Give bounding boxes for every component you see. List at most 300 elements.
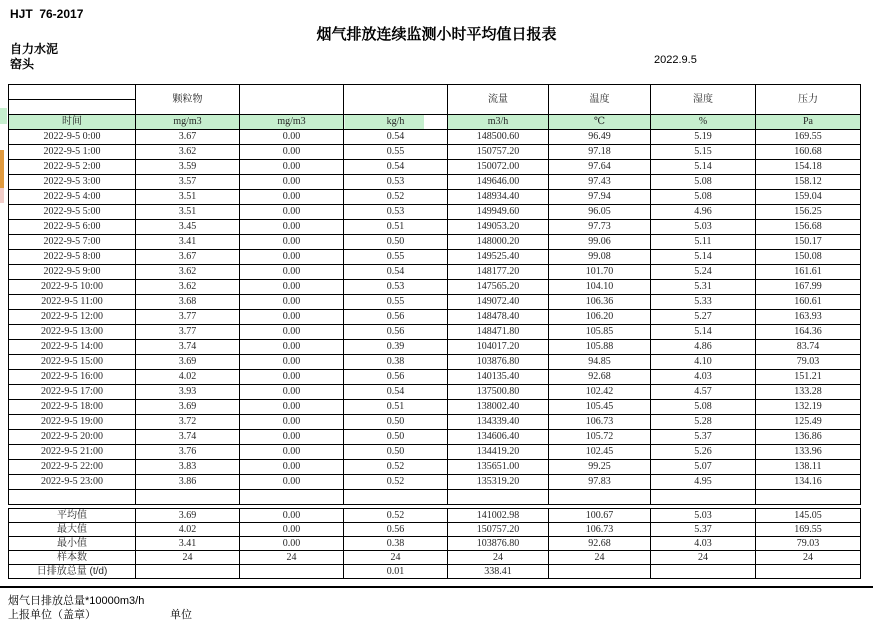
value-cell: 150757.20 bbox=[448, 145, 549, 160]
summary-value-cell: 24 bbox=[448, 551, 549, 565]
time-cell: 2022-9-5 12:00 bbox=[9, 310, 136, 325]
table-row bbox=[9, 205, 861, 220]
value-cell: 3.57 bbox=[136, 175, 240, 190]
value-cell: 3.74 bbox=[136, 430, 240, 445]
value-cell: 149646.00 bbox=[448, 175, 549, 190]
table-row bbox=[9, 475, 861, 490]
summary-value-cell: 0.00 bbox=[240, 509, 344, 523]
value-cell: 160.61 bbox=[756, 295, 861, 310]
table-row bbox=[9, 415, 861, 430]
time-cell: 2022-9-5 22:00 bbox=[9, 460, 136, 475]
value-cell: 0.51 bbox=[344, 220, 448, 235]
value-cell: 0.52 bbox=[344, 460, 448, 475]
value-cell: 4.10 bbox=[651, 355, 756, 370]
value-cell: 150.08 bbox=[756, 250, 861, 265]
time-cell: 2022-9-5 16:00 bbox=[9, 370, 136, 385]
col-header-humidity: 湿度 bbox=[651, 85, 756, 115]
unit-row bbox=[9, 115, 861, 130]
value-cell: 0.50 bbox=[344, 445, 448, 460]
value-cell: 164.36 bbox=[756, 325, 861, 340]
summary-value-cell bbox=[549, 565, 651, 579]
value-cell: 3.62 bbox=[136, 265, 240, 280]
value-cell: 138002.40 bbox=[448, 400, 549, 415]
table-row bbox=[9, 430, 861, 445]
value-cell: 5.33 bbox=[651, 295, 756, 310]
value-cell: 4.03 bbox=[651, 370, 756, 385]
value-cell: 79.03 bbox=[756, 355, 861, 370]
value-cell: 101.70 bbox=[549, 265, 651, 280]
spacer-cell bbox=[448, 490, 549, 505]
value-cell: 134419.20 bbox=[448, 445, 549, 460]
value-cell: 0.55 bbox=[344, 295, 448, 310]
summary-row bbox=[9, 523, 861, 537]
table-row bbox=[9, 160, 861, 175]
table-row bbox=[9, 295, 861, 310]
value-cell: 0.54 bbox=[344, 160, 448, 175]
value-cell: 5.03 bbox=[651, 220, 756, 235]
summary-value-cell: 106.73 bbox=[549, 523, 651, 537]
summary-value-cell: 100.67 bbox=[549, 509, 651, 523]
col-header-temperature: 温度 bbox=[549, 85, 651, 115]
value-cell: 134339.40 bbox=[448, 415, 549, 430]
table-row bbox=[9, 130, 861, 145]
value-cell: 0.54 bbox=[344, 265, 448, 280]
value-cell: 0.00 bbox=[240, 415, 344, 430]
table-row bbox=[9, 340, 861, 355]
value-cell: 0.00 bbox=[240, 250, 344, 265]
unit-kgh: kg/h bbox=[344, 115, 448, 130]
value-cell: 0.00 bbox=[240, 460, 344, 475]
value-cell: 156.68 bbox=[756, 220, 861, 235]
time-cell: 2022-9-5 23:00 bbox=[9, 475, 136, 490]
time-cell: 2022-9-5 0:00 bbox=[9, 130, 136, 145]
summary-value-cell: 92.68 bbox=[549, 537, 651, 551]
value-cell: 148471.80 bbox=[448, 325, 549, 340]
table-row bbox=[9, 385, 861, 400]
report-table bbox=[8, 84, 861, 505]
value-cell: 5.27 bbox=[651, 310, 756, 325]
value-cell: 3.77 bbox=[136, 325, 240, 340]
table-row bbox=[9, 325, 861, 340]
unit-pa: Pa bbox=[756, 115, 861, 130]
value-cell: 3.69 bbox=[136, 400, 240, 415]
value-cell: 138.11 bbox=[756, 460, 861, 475]
value-cell: 97.18 bbox=[549, 145, 651, 160]
value-cell: 97.73 bbox=[549, 220, 651, 235]
value-cell: 97.64 bbox=[549, 160, 651, 175]
value-cell: 97.43 bbox=[549, 175, 651, 190]
value-cell: 92.68 bbox=[549, 370, 651, 385]
time-cell: 2022-9-5 6:00 bbox=[9, 220, 136, 235]
value-cell: 4.57 bbox=[651, 385, 756, 400]
value-cell: 150.17 bbox=[756, 235, 861, 250]
value-cell: 5.07 bbox=[651, 460, 756, 475]
summary-label: 日排放总量 (t/d) bbox=[9, 565, 136, 579]
value-cell: 148000.20 bbox=[448, 235, 549, 250]
time-cell: 2022-9-5 14:00 bbox=[9, 340, 136, 355]
value-cell: 133.96 bbox=[756, 445, 861, 460]
value-cell: 0.00 bbox=[240, 370, 344, 385]
value-cell: 3.62 bbox=[136, 145, 240, 160]
value-cell: 0.56 bbox=[344, 325, 448, 340]
summary-value-cell: 24 bbox=[240, 551, 344, 565]
summary-value-cell: 0.56 bbox=[344, 523, 448, 537]
value-cell: 149072.40 bbox=[448, 295, 549, 310]
value-cell: 5.28 bbox=[651, 415, 756, 430]
value-cell: 3.51 bbox=[136, 190, 240, 205]
unit-mgm3-2: mg/m3 bbox=[240, 115, 344, 130]
value-cell: 0.00 bbox=[240, 160, 344, 175]
value-cell: 0.53 bbox=[344, 280, 448, 295]
summary-value-cell: 3.69 bbox=[136, 509, 240, 523]
summary-row bbox=[9, 565, 861, 579]
value-cell: 3.67 bbox=[136, 130, 240, 145]
value-cell: 135319.20 bbox=[448, 475, 549, 490]
spacer-cell bbox=[136, 490, 240, 505]
value-cell: 5.31 bbox=[651, 280, 756, 295]
time-cell: 2022-9-5 15:00 bbox=[9, 355, 136, 370]
footer-report-unit: 上报单位（盖章） bbox=[8, 609, 96, 621]
value-cell: 5.15 bbox=[651, 145, 756, 160]
summary-label: 最小值 bbox=[9, 537, 136, 551]
summary-value-cell: 103876.80 bbox=[448, 537, 549, 551]
summary-value-cell: 24 bbox=[344, 551, 448, 565]
value-cell: 160.68 bbox=[756, 145, 861, 160]
spacer-cell bbox=[9, 490, 136, 505]
summary-value-cell bbox=[240, 565, 344, 579]
value-cell: 5.08 bbox=[651, 190, 756, 205]
value-cell: 5.08 bbox=[651, 175, 756, 190]
unit-mgm3-1: mg/m3 bbox=[136, 115, 240, 130]
unit-celsius: ℃ bbox=[549, 115, 651, 130]
summary-label: 平均值 bbox=[9, 509, 136, 523]
summary-value-cell: 4.03 bbox=[651, 537, 756, 551]
col-header-blank-2 bbox=[344, 85, 448, 115]
value-cell: 148934.40 bbox=[448, 190, 549, 205]
value-cell: 0.00 bbox=[240, 205, 344, 220]
value-cell: 0.54 bbox=[344, 385, 448, 400]
value-cell: 0.00 bbox=[240, 310, 344, 325]
col-header-particulate: 颗粒物 bbox=[136, 85, 240, 115]
value-cell: 136.86 bbox=[756, 430, 861, 445]
value-cell: 0.00 bbox=[240, 430, 344, 445]
table-row bbox=[9, 370, 861, 385]
value-cell: 167.99 bbox=[756, 280, 861, 295]
value-cell: 0.56 bbox=[344, 370, 448, 385]
summary-row bbox=[9, 537, 861, 551]
col-header-pressure: 压力 bbox=[756, 85, 861, 115]
spacer-cell bbox=[651, 490, 756, 505]
summary-value-cell: 24 bbox=[651, 551, 756, 565]
value-cell: 3.62 bbox=[136, 280, 240, 295]
summary-value-cell: 24 bbox=[549, 551, 651, 565]
report-date: 2022.9.5 bbox=[654, 54, 697, 66]
divider-line bbox=[0, 586, 873, 588]
value-cell: 103876.80 bbox=[448, 355, 549, 370]
company-name: 自力水泥 bbox=[10, 42, 59, 56]
value-cell: 0.00 bbox=[240, 400, 344, 415]
col-header-flow: 流量 bbox=[448, 85, 549, 115]
group-header-row bbox=[9, 85, 861, 100]
value-cell: 0.38 bbox=[344, 355, 448, 370]
value-cell: 5.08 bbox=[651, 400, 756, 415]
value-cell: 0.50 bbox=[344, 430, 448, 445]
value-cell: 4.96 bbox=[651, 205, 756, 220]
value-cell: 161.61 bbox=[756, 265, 861, 280]
table-row bbox=[9, 400, 861, 415]
time-cell: 2022-9-5 19:00 bbox=[9, 415, 136, 430]
summary-value-cell: 24 bbox=[136, 551, 240, 565]
summary-label: 样本数 bbox=[9, 551, 136, 565]
table-row bbox=[9, 355, 861, 370]
value-cell: 106.73 bbox=[549, 415, 651, 430]
spacer-cell bbox=[549, 490, 651, 505]
standard-code: HJT 76-2017 bbox=[10, 7, 84, 21]
value-cell: 0.00 bbox=[240, 355, 344, 370]
value-cell: 102.45 bbox=[549, 445, 651, 460]
table-row bbox=[9, 175, 861, 190]
summary-value-cell: 150757.20 bbox=[448, 523, 549, 537]
value-cell: 96.49 bbox=[549, 130, 651, 145]
time-cell: 2022-9-5 18:00 bbox=[9, 400, 136, 415]
value-cell: 5.11 bbox=[651, 235, 756, 250]
time-cell: 2022-9-5 1:00 bbox=[9, 145, 136, 160]
value-cell: 150072.00 bbox=[448, 160, 549, 175]
value-cell: 3.77 bbox=[136, 310, 240, 325]
summary-value-cell: 338.41 bbox=[448, 565, 549, 579]
value-cell: 0.00 bbox=[240, 265, 344, 280]
value-cell: 105.85 bbox=[549, 325, 651, 340]
summary-value-cell: 5.37 bbox=[651, 523, 756, 537]
table-row bbox=[9, 250, 861, 265]
value-cell: 106.36 bbox=[549, 295, 651, 310]
spacer-cell bbox=[240, 490, 344, 505]
value-cell: 137500.80 bbox=[448, 385, 549, 400]
value-cell: 5.14 bbox=[651, 250, 756, 265]
data-rows-body bbox=[9, 130, 861, 490]
value-cell: 99.06 bbox=[549, 235, 651, 250]
value-cell: 99.25 bbox=[549, 460, 651, 475]
value-cell: 135651.00 bbox=[448, 460, 549, 475]
table-row bbox=[9, 190, 861, 205]
summary-value-cell: 79.03 bbox=[756, 537, 861, 551]
time-cell: 2022-9-5 2:00 bbox=[9, 160, 136, 175]
value-cell: 5.24 bbox=[651, 265, 756, 280]
value-cell: 149053.20 bbox=[448, 220, 549, 235]
value-cell: 104.10 bbox=[549, 280, 651, 295]
value-cell: 156.25 bbox=[756, 205, 861, 220]
summary-label: 最大值 bbox=[9, 523, 136, 537]
value-cell: 0.55 bbox=[344, 250, 448, 265]
summary-value-cell: 24 bbox=[756, 551, 861, 565]
table-row bbox=[9, 280, 861, 295]
summary-row bbox=[9, 551, 861, 565]
value-cell: 3.51 bbox=[136, 205, 240, 220]
value-cell: 97.94 bbox=[549, 190, 651, 205]
time-cell: 2022-9-5 21:00 bbox=[9, 445, 136, 460]
time-cell: 2022-9-5 9:00 bbox=[9, 265, 136, 280]
value-cell: 102.42 bbox=[549, 385, 651, 400]
summary-value-cell bbox=[651, 565, 756, 579]
value-cell: 0.52 bbox=[344, 475, 448, 490]
value-cell: 105.72 bbox=[549, 430, 651, 445]
summary-value-cell: 141002.98 bbox=[448, 509, 549, 523]
value-cell: 0.56 bbox=[344, 310, 448, 325]
value-cell: 96.05 bbox=[549, 205, 651, 220]
value-cell: 133.28 bbox=[756, 385, 861, 400]
value-cell: 0.50 bbox=[344, 235, 448, 250]
time-cell: 2022-9-5 10:00 bbox=[9, 280, 136, 295]
green-edge-strip bbox=[0, 108, 7, 124]
value-cell: 0.52 bbox=[344, 190, 448, 205]
value-cell: 0.51 bbox=[344, 400, 448, 415]
summary-value-cell: 145.05 bbox=[756, 509, 861, 523]
header-blank-top bbox=[9, 85, 136, 100]
table-row bbox=[9, 310, 861, 325]
value-cell: 159.04 bbox=[756, 190, 861, 205]
table-row bbox=[9, 460, 861, 475]
value-cell: 97.83 bbox=[549, 475, 651, 490]
value-cell: 0.39 bbox=[344, 340, 448, 355]
value-cell: 0.53 bbox=[344, 175, 448, 190]
unit-percent: % bbox=[651, 115, 756, 130]
summary-row bbox=[9, 509, 861, 523]
value-cell: 0.00 bbox=[240, 325, 344, 340]
footer-note: 烟气日排放总量*10000m3/h bbox=[8, 595, 145, 607]
spacer-cell bbox=[344, 490, 448, 505]
summary-value-cell: 0.01 bbox=[344, 565, 448, 579]
summary-value-cell: 0.38 bbox=[344, 537, 448, 551]
summary-body bbox=[9, 509, 861, 579]
time-cell: 2022-9-5 17:00 bbox=[9, 385, 136, 400]
value-cell: 0.00 bbox=[240, 235, 344, 250]
summary-value-cell: 0.00 bbox=[240, 537, 344, 551]
value-cell: 169.55 bbox=[756, 130, 861, 145]
station-name: 窑头 bbox=[10, 57, 35, 71]
summary-table bbox=[8, 508, 861, 579]
orange-edge-strip bbox=[0, 150, 4, 188]
value-cell: 5.37 bbox=[651, 430, 756, 445]
value-cell: 0.00 bbox=[240, 295, 344, 310]
value-cell: 0.00 bbox=[240, 190, 344, 205]
table-row bbox=[9, 235, 861, 250]
value-cell: 0.00 bbox=[240, 280, 344, 295]
value-cell: 148500.60 bbox=[448, 130, 549, 145]
value-cell: 105.45 bbox=[549, 400, 651, 415]
time-cell: 2022-9-5 8:00 bbox=[9, 250, 136, 265]
value-cell: 154.18 bbox=[756, 160, 861, 175]
value-cell: 148478.40 bbox=[448, 310, 549, 325]
value-cell: 163.93 bbox=[756, 310, 861, 325]
summary-value-cell: 0.52 bbox=[344, 509, 448, 523]
value-cell: 4.02 bbox=[136, 370, 240, 385]
time-cell: 2022-9-5 5:00 bbox=[9, 205, 136, 220]
table-row bbox=[9, 445, 861, 460]
header-blank-bottom bbox=[9, 100, 136, 115]
col-header-blank-1 bbox=[240, 85, 344, 115]
time-cell: 2022-9-5 3:00 bbox=[9, 175, 136, 190]
time-cell: 2022-9-5 13:00 bbox=[9, 325, 136, 340]
value-cell: 104017.20 bbox=[448, 340, 549, 355]
value-cell: 3.67 bbox=[136, 250, 240, 265]
page-title: 烟气排放连续监测小时平均值日报表 bbox=[316, 26, 557, 43]
value-cell: 106.20 bbox=[549, 310, 651, 325]
table-row bbox=[9, 265, 861, 280]
value-cell: 0.54 bbox=[344, 130, 448, 145]
value-cell: 0.53 bbox=[344, 205, 448, 220]
time-cell: 2022-9-5 4:00 bbox=[9, 190, 136, 205]
value-cell: 3.68 bbox=[136, 295, 240, 310]
value-cell: 3.69 bbox=[136, 355, 240, 370]
value-cell: 151.21 bbox=[756, 370, 861, 385]
value-cell: 3.72 bbox=[136, 415, 240, 430]
footer-unit-label: 单位 bbox=[170, 609, 192, 621]
value-cell: 5.26 bbox=[651, 445, 756, 460]
time-cell: 2022-9-5 7:00 bbox=[9, 235, 136, 250]
time-cell: 2022-9-5 20:00 bbox=[9, 430, 136, 445]
summary-value-cell: 0.00 bbox=[240, 523, 344, 537]
spacer-cell bbox=[756, 490, 861, 505]
unit-m3h: m3/h bbox=[448, 115, 549, 130]
value-cell: 0.00 bbox=[240, 445, 344, 460]
value-cell: 0.00 bbox=[240, 130, 344, 145]
value-cell: 5.19 bbox=[651, 130, 756, 145]
value-cell: 148177.20 bbox=[448, 265, 549, 280]
table-row bbox=[9, 145, 861, 160]
summary-value-cell bbox=[136, 565, 240, 579]
value-cell: 158.12 bbox=[756, 175, 861, 190]
value-cell: 3.93 bbox=[136, 385, 240, 400]
summary-value-cell bbox=[756, 565, 861, 579]
value-cell: 0.50 bbox=[344, 415, 448, 430]
value-cell: 149949.60 bbox=[448, 205, 549, 220]
value-cell: 0.00 bbox=[240, 220, 344, 235]
value-cell: 134606.40 bbox=[448, 430, 549, 445]
value-cell: 5.14 bbox=[651, 325, 756, 340]
value-cell: 3.45 bbox=[136, 220, 240, 235]
value-cell: 0.00 bbox=[240, 475, 344, 490]
summary-value-cell: 5.03 bbox=[651, 509, 756, 523]
value-cell: 3.74 bbox=[136, 340, 240, 355]
value-cell: 4.86 bbox=[651, 340, 756, 355]
spacer-row bbox=[9, 490, 861, 505]
value-cell: 140135.40 bbox=[448, 370, 549, 385]
table-row bbox=[9, 220, 861, 235]
value-cell: 0.00 bbox=[240, 175, 344, 190]
value-cell: 132.19 bbox=[756, 400, 861, 415]
value-cell: 5.14 bbox=[651, 160, 756, 175]
value-cell: 94.85 bbox=[549, 355, 651, 370]
value-cell: 0.55 bbox=[344, 145, 448, 160]
value-cell: 99.08 bbox=[549, 250, 651, 265]
pink-edge-strip bbox=[0, 188, 4, 203]
value-cell: 147565.20 bbox=[448, 280, 549, 295]
summary-value-cell: 169.55 bbox=[756, 523, 861, 537]
value-cell: 0.00 bbox=[240, 145, 344, 160]
summary-value-cell: 4.02 bbox=[136, 523, 240, 537]
value-cell: 0.00 bbox=[240, 385, 344, 400]
value-cell: 83.74 bbox=[756, 340, 861, 355]
value-cell: 4.95 bbox=[651, 475, 756, 490]
time-column-header: 时间 bbox=[9, 115, 136, 130]
summary-value-cell: 3.41 bbox=[136, 537, 240, 551]
value-cell: 105.88 bbox=[549, 340, 651, 355]
value-cell: 3.76 bbox=[136, 445, 240, 460]
value-cell: 3.83 bbox=[136, 460, 240, 475]
value-cell: 3.86 bbox=[136, 475, 240, 490]
value-cell: 149525.40 bbox=[448, 250, 549, 265]
value-cell: 3.41 bbox=[136, 235, 240, 250]
